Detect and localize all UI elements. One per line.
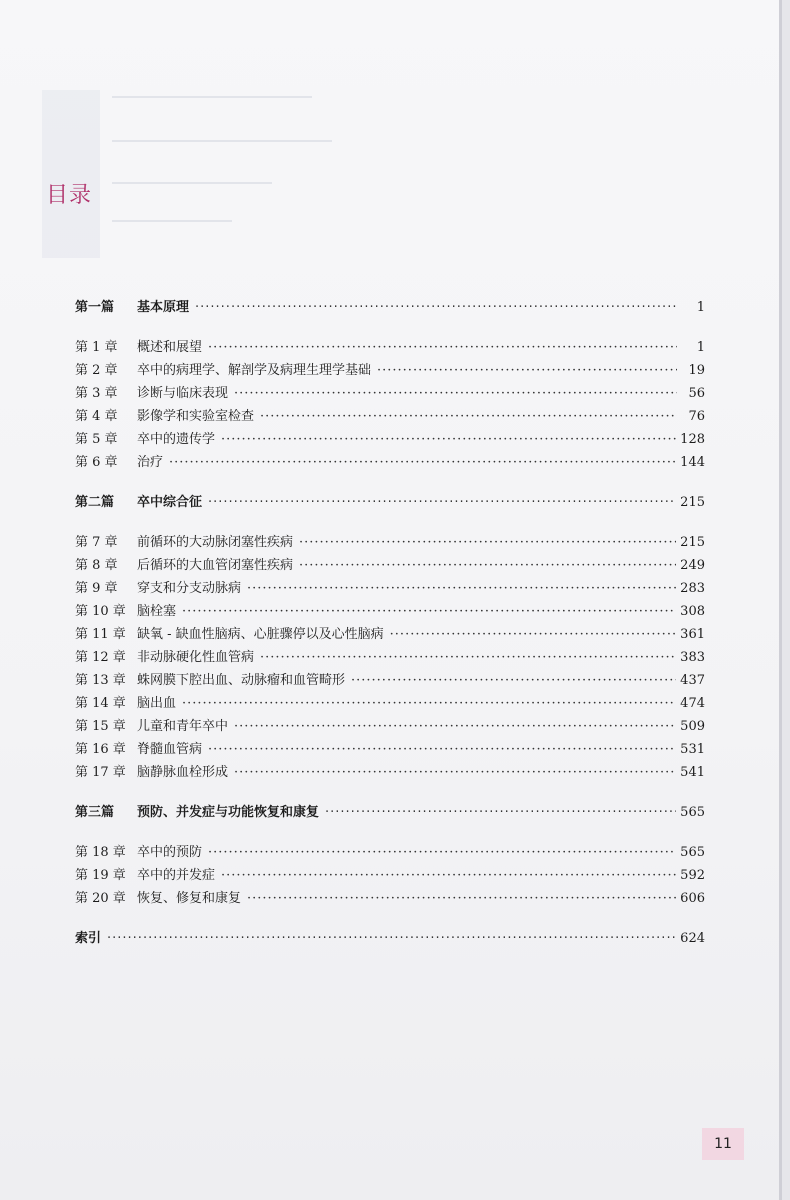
toc-part-row[interactable] [75,296,705,319]
toc-chapter-row[interactable] [75,887,705,910]
toc-entry-number: 第 8 章 [75,558,118,573]
toc-leader-dots [351,669,676,692]
page-number: 11 [714,1136,732,1152]
toc-leader-dots [234,382,677,405]
toc-chapter-row[interactable] [75,761,705,784]
toc-spacer [75,319,705,336]
toc-entry-number: 第 17 章 [75,765,126,780]
toc-entry-page: 437 [680,673,705,688]
toc-spacer [75,910,705,927]
toc-leader-dots [208,841,676,864]
toc-leader-dots [299,531,676,554]
toc-spacer [75,784,705,801]
toc-chapter-row[interactable] [75,864,705,887]
toc-leader-dots [325,801,676,824]
toc-entry-page: 565 [680,805,705,820]
toc-entry-number: 第 6 章 [75,455,118,470]
toc-leader-dots [169,451,676,474]
toc-leader-dots [299,554,676,577]
toc-leader-dots [234,715,676,738]
toc-entry-page: 308 [680,604,705,619]
toc-heading: 目录 [46,183,93,208]
toc-leader-dots [377,359,677,382]
toc-entry-title: 卒中的预防 [137,845,203,860]
toc-entry-page: 1 [696,340,705,355]
toc-spacer [75,824,705,841]
toc-entry-title: 穿支和分支动脉病 [137,581,242,596]
toc-entry-title: 脑静脉血栓形成 [137,765,229,780]
toc-chapter-row[interactable] [75,554,705,577]
toc-leader-dots [182,600,676,623]
toc-entry-page: 1 [696,300,705,315]
toc-entry-number: 第 5 章 [75,432,118,447]
toc-leader-dots [208,336,677,359]
toc-entry-page: 19 [688,363,705,378]
toc-entry-title: 蛛网膜下腔出血、动脉瘤和血管畸形 [137,673,346,688]
toc-entry-number: 第 4 章 [75,409,118,424]
toc-entry-number: 第 19 章 [75,868,126,883]
toc-entry-page: 531 [680,742,705,757]
toc-entry-number: 第三篇 [75,805,115,820]
toc-spacer [75,514,705,531]
toc-leader-dots [221,428,676,451]
toc-entry-number: 第一篇 [75,300,115,315]
toc-entry-title: 基本原理 [137,300,190,315]
toc-leader-dots [247,577,676,600]
toc-chapter-row[interactable] [75,531,705,554]
toc-leader-dots [208,491,676,514]
toc-chapter-row[interactable] [75,336,705,359]
toc-entry-title: 卒中的遗传学 [137,432,216,447]
toc-entry-number: 索引 [75,931,102,946]
toc-entry-page: 361 [680,627,705,642]
bleed-through-line [112,140,332,142]
toc-entry-title: 影像学和实验室检查 [137,409,255,424]
toc-entry-number: 第 7 章 [75,535,118,550]
toc-entry-page: 56 [688,386,705,401]
toc-entry-number: 第 14 章 [75,696,126,711]
toc-part-row[interactable] [75,801,705,824]
toc-chapter-row[interactable] [75,738,705,761]
toc-entry-page: 606 [680,891,705,906]
toc-entry-page: 76 [688,409,705,424]
toc-chapter-row[interactable] [75,715,705,738]
toc-entry-title: 脑出血 [137,696,177,711]
toc-entry-page: 592 [680,868,705,883]
toc-chapter-row[interactable] [75,382,705,405]
toc-entry-page: 215 [680,535,705,550]
toc-chapter-row[interactable] [75,600,705,623]
toc-leader-dots [390,623,677,646]
toc-entry-page: 283 [680,581,705,596]
toc-entry-page: 215 [680,495,705,510]
toc-entry-page: 144 [680,455,705,470]
toc-entry-page: 565 [680,845,705,860]
toc-entry-page: 474 [680,696,705,711]
toc-entry-number: 第 20 章 [75,891,126,906]
toc-entry-title: 缺氧 - 缺血性脑病、心脏骤停以及心性脑病 [137,627,384,642]
toc-entry-title: 卒中的并发症 [137,868,216,883]
toc-entry-title: 儿童和青年卒中 [137,719,229,734]
toc-entry-number: 第 16 章 [75,742,126,757]
page-number-badge [702,1128,744,1160]
toc-entry-title: 概述和展望 [137,340,203,355]
toc-entry-page: 383 [680,650,705,665]
toc-chapter-row[interactable] [75,405,705,428]
page-edge-line [779,0,782,1200]
toc-chapter-row[interactable] [75,428,705,451]
toc-entry-page: 624 [680,931,705,946]
toc-entry-page: 128 [680,432,705,447]
toc-entry-title: 诊断与临床表现 [137,386,229,401]
toc-chapter-row[interactable] [75,359,705,382]
toc-entry-title: 非动脉硬化性血管病 [137,650,255,665]
toc-entry-title: 治疗 [137,455,164,470]
toc-entry-title: 卒中综合征 [137,495,203,510]
toc-entry-number: 第 15 章 [75,719,126,734]
toc-spacer [75,474,705,491]
toc-leader-dots [208,738,676,761]
toc-entry-number: 第 10 章 [75,604,126,619]
toc-entry-title: 卒中的病理学、解剖学及病理生理学基础 [137,363,372,378]
toc-leader-dots [247,887,676,910]
toc-entry-page: 541 [680,765,705,780]
toc-entry-number: 第 3 章 [75,386,118,401]
toc-entry-number: 第 13 章 [75,673,126,688]
toc-chapter-row[interactable] [75,841,705,864]
toc-entry-title: 后循环的大血管闭塞性疾病 [137,558,294,573]
bleed-through-block [42,90,100,258]
toc-entry-title: 预防、并发症与功能恢复和康复 [137,805,320,820]
toc-entry-number: 第 11 章 [75,627,126,642]
toc-entry-page: 249 [680,558,705,573]
toc-entry-title: 恢复、修复和康复 [137,891,242,906]
toc-entry-number: 第 9 章 [75,581,118,596]
toc-chapter-row[interactable] [75,692,705,715]
toc-chapter-row[interactable] [75,577,705,600]
toc-entry-number: 第 12 章 [75,650,126,665]
toc-leader-dots [221,864,676,887]
toc-leader-dots [107,927,676,950]
bleed-through-line [112,96,312,98]
toc-entry-title: 脑栓塞 [137,604,177,619]
bleed-through-line [112,220,232,222]
bleed-through-line [112,182,272,184]
toc-entry-title: 脊髓血管病 [137,742,203,757]
toc-chapter-row[interactable] [75,669,705,692]
page-edge [782,0,790,1200]
toc-entry-number: 第 18 章 [75,845,126,860]
toc-entry-page: 509 [680,719,705,734]
toc-leader-dots [195,296,677,319]
toc-entry-number: 第 1 章 [75,340,118,355]
toc-chapter-row[interactable] [75,451,705,474]
table-of-contents [75,296,705,950]
toc-chapter-row[interactable] [75,646,705,669]
toc-part-row[interactable] [75,491,705,514]
toc-part-row[interactable] [75,927,705,950]
toc-leader-dots [260,405,677,428]
toc-entry-number: 第 2 章 [75,363,118,378]
toc-entry-title: 前循环的大动脉闭塞性疾病 [137,535,294,550]
toc-entry-number: 第二篇 [75,495,115,510]
toc-leader-dots [182,692,676,715]
toc-chapter-row[interactable] [75,623,705,646]
toc-leader-dots [260,646,676,669]
toc-leader-dots [234,761,676,784]
